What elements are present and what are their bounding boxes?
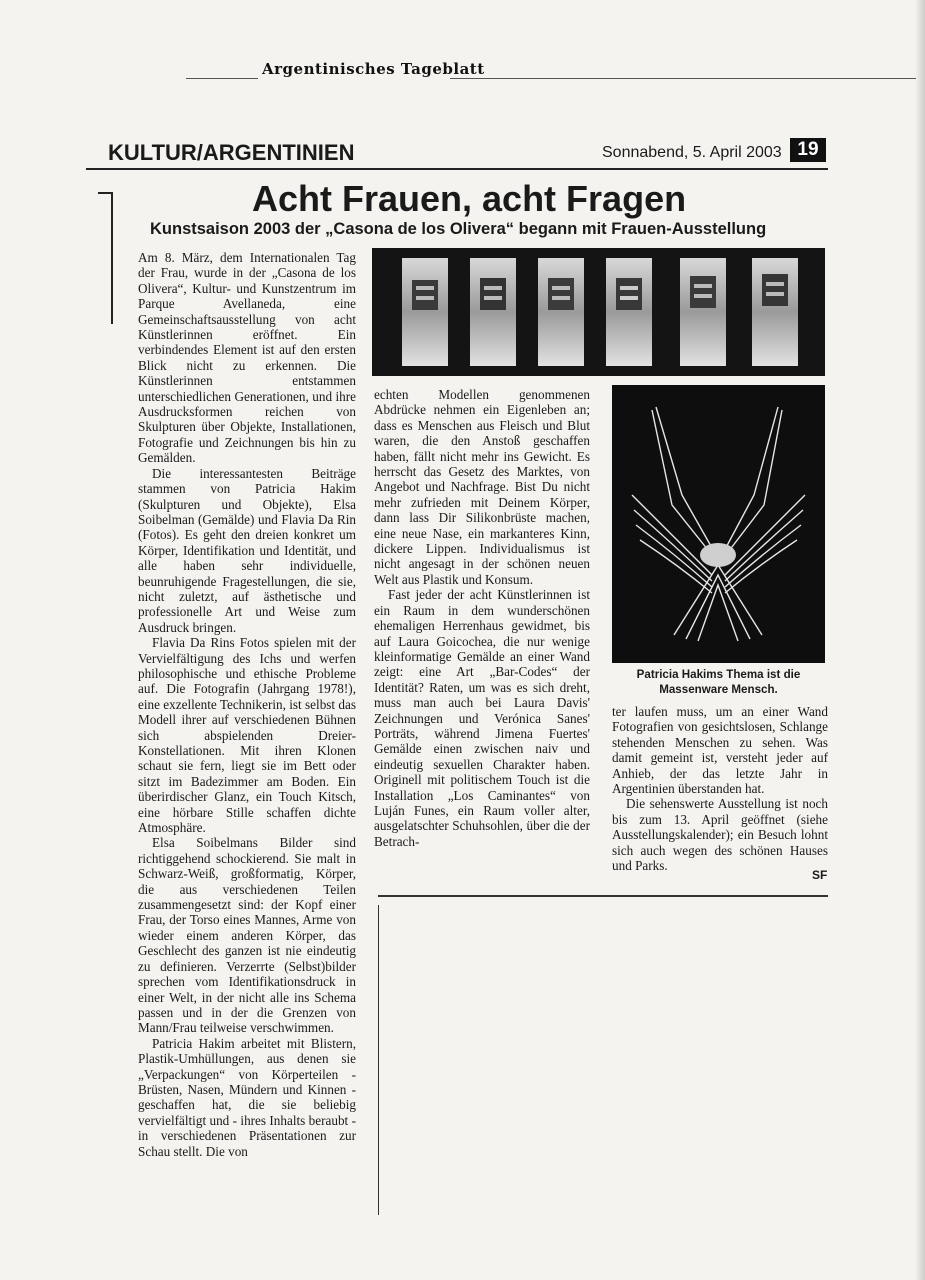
paragraph: Elsa Soibelmans Bilder sind richtiggehend schockierend. Sie malt in Schwarz-Weiß, großformatig, Körper, die aus verschiedenen Teilen zusammengesetzt sind: der Kopf einer Frau, der Torso eines Mannes, Arme von wieder einem anderen Körper, das Geschlecht des ganzen ist nie eindeutig zu definieren. Verzerrte (Selbst)bilder sprechen vom Identifikationsdruck in einer Welt, in der nicht alle ins Schema passen und in der die Grenzen von Mann/Frau teilweise verschwimmen.	[138, 835, 356, 1036]
scan-edge	[915, 0, 925, 1280]
section-title: KULTUR/ARGENTINIEN	[108, 140, 355, 165]
paragraph: ter laufen muss, um an einer Wand Fotografien von gesichtslosen, Schlange stehenden Menschen zu sehen. Was damit gemeint ist, versteht jeder auf Anhieb, der das letzte Jahr in Argentinien überstanden hat.	[612, 704, 828, 797]
paragraph: Am 8. März, dem Internationalen Tag der Frau, wurde in der „Casona de los Olivera“, Kultur- und Kunstzentrum im Parque Avellaneda, eine Gemeinschaftsausstellung von acht Künstlerinnen eröffnet. Ein verbindendes Element ist auf den ersten Blick nicht zu erkennen. Die Künstlerinnen entstammen unterschiedlichen Generationen, und ihre Ausdrucksformen reichen von Skulpturen über Objekte, Installationen, Fotografie und Zeichnungen bis hin zu Gemälden.	[138, 250, 356, 466]
article-column-2	[374, 387, 590, 849]
paragraph: Patricia Hakim arbeitet mit Blistern, Plastik-Umhüllungen, aus denen sie „Verpackungen“ von Körperteilen - Brüsten, Nasen, Mündern und Kinnen - geschaffen hat, die sie beliebig vervielfältigt und - ihres Inhalts beraubt - in verschiedenen Präsentationen zur Schau stellt. Die von	[138, 1035, 356, 1159]
paragraph: Fast jeder der acht Künstlerinnen ist ein Raum in dem wunderschönen ehemaligen Herrenhaus gewidmet, bis auf Laura Goicochea, die nur wenige kleinformatige Gemälde an einer Wand zeigt: eine Art „Bar-Codes“ der Identität? Raten, um was es sich dreht, muss man auch bei Laura Davis' Zeichnungen und Verónica Sanes' Porträts, während Jimena Fuertes' Gemälde einen zwischen naiv und eindeutig sexuellen Charakter haben. Originell mit politischem Touch ist die Installation „Los Caminantes“ von Luján Funes, ein Raum voller alter, ausgelatschter Schuhsohlen, über die der Betrach-	[374, 587, 590, 849]
paragraph: Die sehenswerte Ausstellung ist noch bis zum 13. April geöffnet (siehe Ausstellungskalender); ein Besuch lohnt sich auch wegen des schönen Hauses und Parks.	[612, 796, 828, 874]
masthead-rule-right	[450, 78, 916, 79]
subheadline: Kunstsaison 2003 der „Casona de los Olivera“ begann mit Frauen-Ausstellung	[150, 220, 767, 238]
article-column-1	[138, 250, 356, 1159]
exhibition-photo	[372, 248, 825, 376]
sculpture-photo	[612, 385, 825, 663]
corner-bracket	[98, 192, 112, 194]
article-end-rule	[378, 895, 828, 897]
article-column-3	[612, 704, 828, 873]
page-number: 19	[790, 138, 826, 162]
paragraph: Flavia Da Rins Fotos spielen mit der Vervielfältigung des Ichs und werfen philosophische und ethische Probleme auf. Die Fotografin (Jahrgang 1978!), eine exzellente Technikerin, ist selbst das Modell ihrer auf verschiedenen Bühnen sich abspielenden Dreier-Konstellationen. Mit ihren Klonen schaut sie fern, liegt sie im Bett oder sitzt im Badezimmer am Boden. Ein überirdischer Glanz, ein Touch Kitsch, eine hörbare Stille schaffen dichte Atmosphäre.	[138, 635, 356, 836]
author-initials: SF	[812, 868, 828, 882]
masthead-rule-left	[186, 78, 258, 79]
issue-date: Sonnabend, 5. April 2003	[602, 144, 782, 161]
headline: Acht Frauen, acht Fragen	[252, 178, 687, 219]
photo-caption: Patricia Hakims Thema ist die Massenware Mensch.	[636, 668, 801, 696]
column-divider	[378, 905, 379, 1215]
masthead: Argentinisches Tageblatt	[262, 60, 485, 78]
paragraph: Die interessantesten Beiträge stammen von Patricia Hakim (Skulpturen und Objekte), Elsa Soibelman (Gemälde) und Flavia Da Rin (Fotos). Es geht den dreien konkret um Körper, Identifikation und Identität, und alle haben sehr individuelle, beunruhigende Fragestellungen, die sie, nicht zuletzt, auf ästhetische und professionelle Art und Weise zum Ausdruck bringen.	[138, 465, 356, 635]
corner-bracket-vertical	[111, 192, 113, 324]
header-rule	[86, 168, 828, 170]
paragraph: echten Modellen genommenen Abdrücke nehmen ein Eigenleben an; dass es Menschen aus Fleisch und Blut waren, die den Anstoß geschaffen haben, fällt nicht mehr ins Gewicht. Es herrscht das Gesetz des Marktes, von Angebot und Nachfrage. Bist Du nicht mehr zufrieden mit Deinem Körper, dann lass Dir Silikonbrüste machen, eine neue Nase, ein markanteres Kinn, dickere Lippen. Individualismus ist nicht angesagt in der schönen neuen Welt aus Plastik und Konsum.	[374, 387, 590, 587]
